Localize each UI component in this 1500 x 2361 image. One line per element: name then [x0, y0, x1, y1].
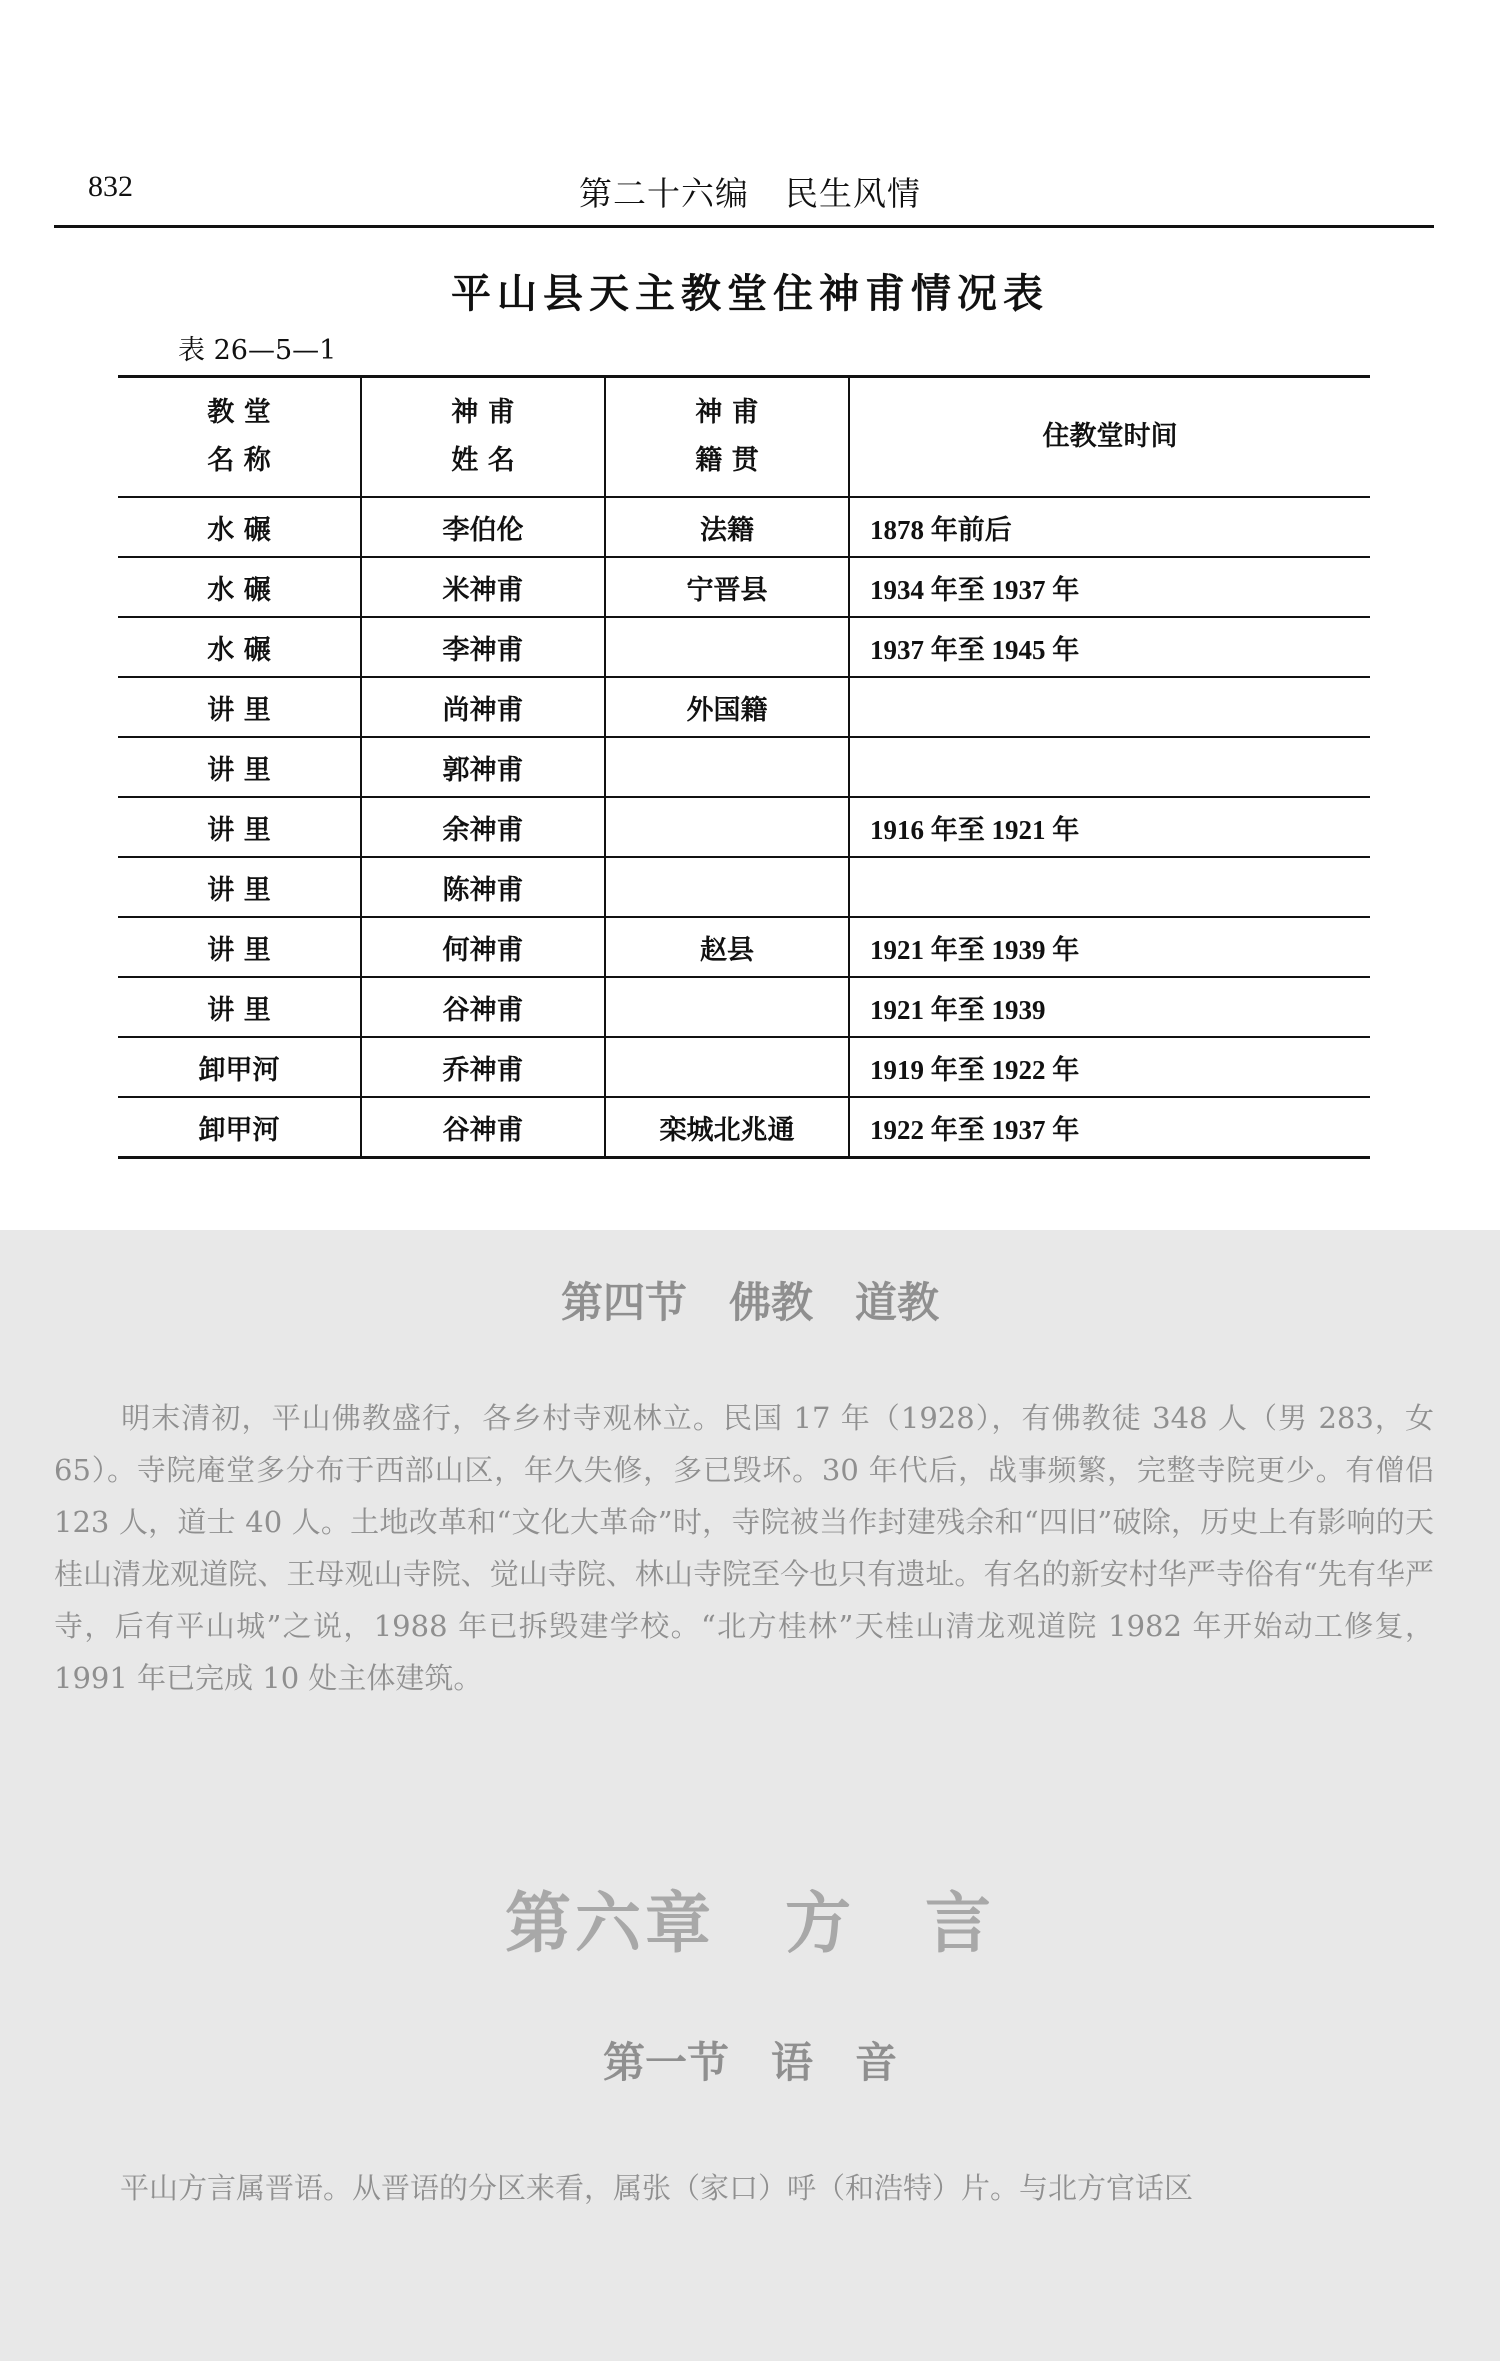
cell-church: 讲 里: [118, 737, 361, 797]
cell-church: 水 碾: [118, 497, 361, 557]
cell-origin: 赵县: [605, 917, 849, 977]
header-rule: [54, 225, 1434, 228]
priest-table: [118, 375, 1370, 1159]
cell-time: [849, 677, 1370, 737]
cell-time: 1919 年至 1922 年: [849, 1037, 1370, 1097]
page-number: 832: [88, 170, 133, 203]
cell-time: 1921 年至 1939 年: [849, 917, 1370, 977]
cell-priest: 李伯伦: [361, 497, 605, 557]
cell-church: 卸甲河: [118, 1097, 361, 1158]
cell-priest: 余神甫: [361, 797, 605, 857]
section-1-title: 第一节 语 音: [602, 2038, 897, 2087]
cell-origin: 外国籍: [605, 677, 849, 737]
cell-origin: [605, 617, 849, 677]
cell-origin: 宁晋县: [605, 557, 849, 617]
table-row: [118, 857, 1370, 917]
section-4-title: 第四节 佛教 道教: [560, 1278, 939, 1327]
cell-priest: 李神甫: [361, 617, 605, 677]
chapter-6-title: 第六章 方 言: [505, 1884, 995, 1962]
table-row: [118, 917, 1370, 977]
cell-time: 1921 年至 1939: [849, 977, 1370, 1037]
cell-church: 卸甲河: [118, 1037, 361, 1097]
cell-church: 水 碾: [118, 557, 361, 617]
cell-priest: 郭神甫: [361, 737, 605, 797]
table-number: 表 26—5—1: [178, 335, 337, 366]
cell-origin: [605, 797, 849, 857]
table-row: [118, 677, 1370, 737]
table-row: [118, 1097, 1370, 1158]
cell-church: 讲 里: [118, 677, 361, 737]
cell-priest: 米神甫: [361, 557, 605, 617]
table-title: 平山县天主教堂住神甫情况表: [451, 270, 1049, 317]
cell-time: 1916 年至 1921 年: [849, 797, 1370, 857]
cell-origin: [605, 1037, 849, 1097]
table-header-row: [118, 377, 1370, 498]
cell-time: 1878 年前后: [849, 497, 1370, 557]
cell-time: 1937 年至 1945 年: [849, 617, 1370, 677]
cell-origin: [605, 857, 849, 917]
lower-faded-region: [0, 1230, 1500, 2361]
table-row: [118, 497, 1370, 557]
cell-origin: 法籍: [605, 497, 849, 557]
column-header-priest: 神 甫 姓 名: [361, 377, 605, 498]
cell-origin: [605, 977, 849, 1037]
dialect-paragraph: 平山方言属晋语。从晋语的分区来看，属张（家口）呼（和浩特）片。与北方官话区: [120, 2171, 1194, 2205]
cell-origin: [605, 737, 849, 797]
cell-origin: 栾城北兆通: [605, 1097, 849, 1158]
cell-church: 讲 里: [118, 857, 361, 917]
cell-church: 水 碾: [118, 617, 361, 677]
cell-priest: 尚神甫: [361, 677, 605, 737]
cell-priest: 何神甫: [361, 917, 605, 977]
cell-church: 讲 里: [118, 917, 361, 977]
running-head-part: 第二十六编: [579, 174, 749, 213]
column-header-church: 教 堂 名 称: [118, 377, 361, 498]
cell-time: 1922 年至 1937 年: [849, 1097, 1370, 1158]
section-4-paragraph: 明末清初，平山佛教盛行，各乡村寺观林立。民国 17 年（1928），有佛教徒 348 人（男 283，女 65）。寺院庵堂多分布于西部山区，年久失修，多已毁坏。30 年代后，战事频繁，完整寺院更少。有僧侣 123 人，道士 40 人。土地改革和“文化大革命”时，寺院被当作封建残余和“四旧”破除，历史上有影响的天桂山清龙观道院、王母观山寺院、觉山寺院、林山寺院至今也只有遗址。有名的新安村华严寺俗有“先有华严寺，后有平山城”之说，1988 年已拆毁建学校。“北方桂林”天桂山清龙观道院 1982 年开始动工修复，1991 年已完成 10 处主体建筑。: [54, 1401, 1434, 1695]
table-row: [118, 797, 1370, 857]
cell-priest: 谷神甫: [361, 977, 605, 1037]
column-header-time: 住教堂时间: [849, 377, 1370, 498]
cell-time: [849, 857, 1370, 917]
cell-church: 讲 里: [118, 977, 361, 1037]
table-row: [118, 617, 1370, 677]
running-head: [0, 168, 1500, 215]
table-row: [118, 977, 1370, 1037]
cell-priest: 陈神甫: [361, 857, 605, 917]
cell-priest: 谷神甫: [361, 1097, 605, 1158]
cell-church: 讲 里: [118, 797, 361, 857]
cell-priest: 乔神甫: [361, 1037, 605, 1097]
table-row: [118, 737, 1370, 797]
cell-time: [849, 737, 1370, 797]
cell-time: 1934 年至 1937 年: [849, 557, 1370, 617]
table-row: [118, 557, 1370, 617]
column-header-origin: 神 甫 籍 贯: [605, 377, 849, 498]
running-head-section: 民生风情: [785, 174, 921, 213]
table-row: [118, 1037, 1370, 1097]
